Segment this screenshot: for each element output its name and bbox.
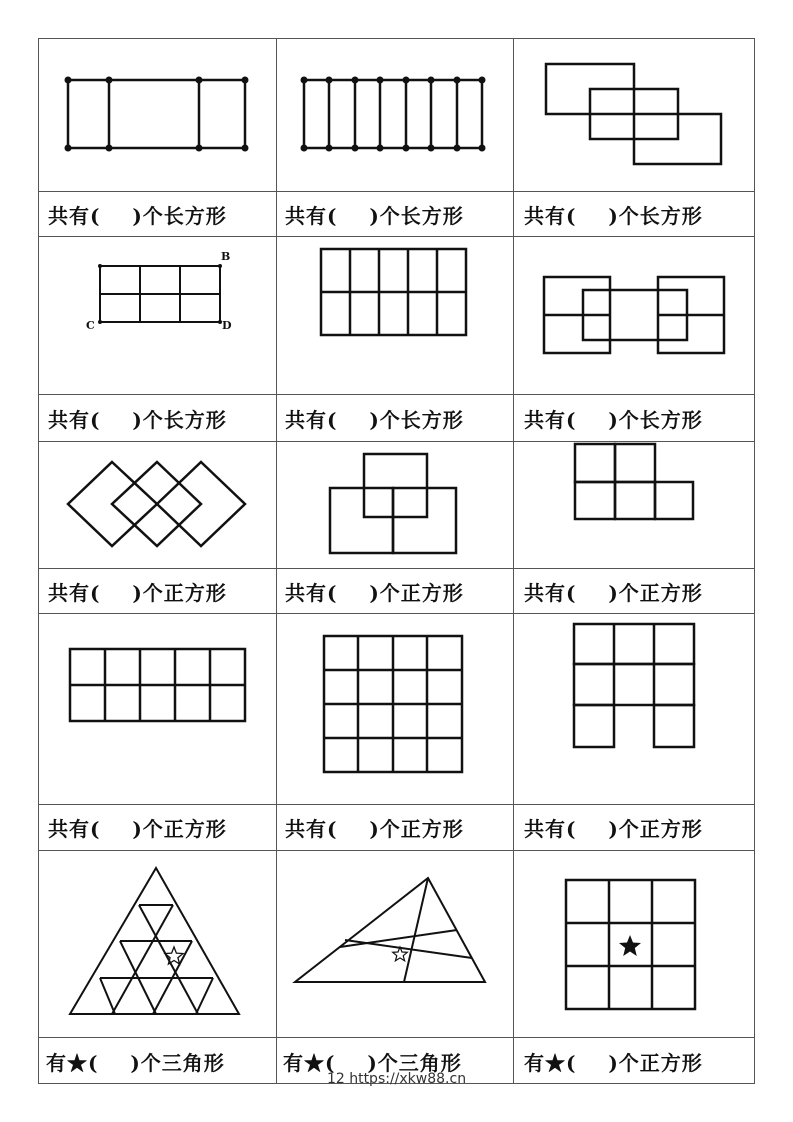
figure-square-grid-3x3-star [513, 850, 755, 1036]
figure-rectangle-grid-2x5 [276, 237, 512, 392]
answer-caption: 共有( )个长方形 [48, 408, 227, 432]
figure-overlapping-rectangles [513, 39, 755, 190]
figure-square-grid-2x5 [39, 613, 275, 801]
answer-caption: 共有( )个长方形 [48, 204, 227, 228]
figure-rectangles-1 [39, 39, 275, 190]
answer-caption: 共有( )个正方形 [285, 581, 464, 605]
figure-linked-rectangles [513, 237, 755, 392]
point-label-b: B [221, 250, 231, 263]
row-divider [39, 394, 754, 395]
row-divider [39, 1037, 754, 1038]
figure-rectangle-grid-bcd [39, 237, 275, 392]
answer-caption: 共有( )个长方形 [285, 408, 464, 432]
answer-caption: 有★( )个正方形 [524, 1051, 703, 1075]
answer-caption: 共有( )个长方形 [524, 408, 703, 432]
answer-caption: 有★( )个三角形 [283, 1051, 462, 1075]
answer-caption: 共有( )个正方形 [285, 817, 464, 841]
answer-caption: 共有( )个正方形 [524, 817, 703, 841]
figure-overlapping-squares [276, 441, 512, 568]
answer-caption: 共有( )个正方形 [48, 581, 227, 605]
row-divider [39, 568, 754, 569]
answer-caption: 有★( )个三角形 [46, 1051, 225, 1075]
figure-square-staircase [513, 441, 755, 568]
answer-caption: 共有( )个长方形 [524, 204, 703, 228]
figure-split-triangle-star [276, 850, 512, 1036]
figure-triangle-grid-star [39, 850, 275, 1036]
point-label-d: D [222, 319, 232, 332]
answer-caption: 共有( )个正方形 [48, 817, 227, 841]
answer-caption: 共有( )个长方形 [285, 204, 464, 228]
figure-diamond-squares [39, 441, 275, 568]
page-footer: 12 https://xkw88.cn [326, 1071, 467, 1087]
row-divider [39, 804, 754, 805]
answer-caption: 共有( )个正方形 [524, 581, 703, 605]
figure-square-arch [513, 613, 755, 801]
point-label-c: C [86, 319, 95, 332]
figure-square-grid-4x4 [276, 613, 512, 801]
row-divider [39, 191, 754, 192]
figure-rectangles-2 [276, 39, 512, 190]
